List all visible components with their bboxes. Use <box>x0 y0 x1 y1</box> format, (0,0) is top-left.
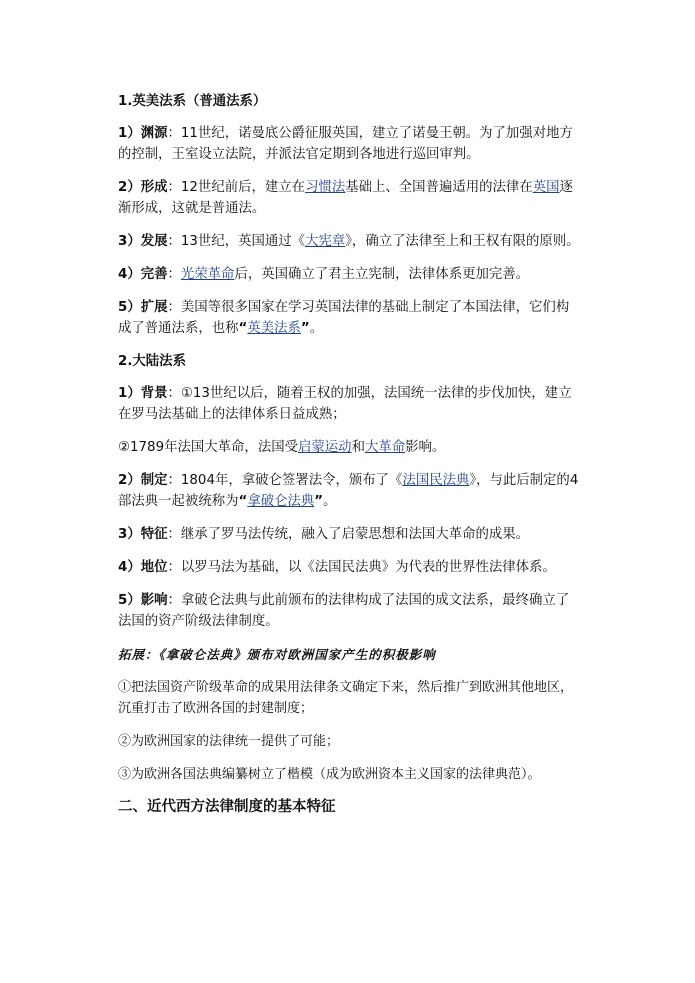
link-napoleonic-code[interactable]: 拿破仑法典 <box>247 494 315 509</box>
para-status <box>118 557 580 578</box>
label-features: 3）特征 <box>118 527 168 542</box>
section-heading-modern-western-law: 二、近代西方法律制度的基本特征 <box>118 799 336 815</box>
text-development-1: ：13世纪，英国通过《 <box>167 234 306 249</box>
para-origin <box>118 123 580 165</box>
label-origin: 1）渊源 <box>118 126 168 141</box>
extension-item: ③为欧洲各国法典编纂树立了楷模（成为欧洲资本主义国家的法律典范）。 <box>118 767 541 782</box>
link-anglo-american-law[interactable]: 英美法系 <box>247 321 301 336</box>
para-influence <box>118 590 580 632</box>
label-influence: 5）影响 <box>118 593 168 608</box>
text-background-2c: 影响。 <box>405 440 446 455</box>
para-features <box>118 524 580 545</box>
text-perfection-1: ： <box>167 267 181 282</box>
para-expansion <box>118 297 580 339</box>
link-glorious-revolution[interactable]: 光荣革命 <box>180 267 235 282</box>
quote-close: ” <box>300 321 310 336</box>
link-common-custom-law[interactable]: 习惯法 <box>305 180 346 195</box>
para-background <box>118 383 580 425</box>
text-status: ：以罗马法为基础，以《法国民法典》为代表的世界性法律体系。 <box>167 560 556 575</box>
text-influence: ：拿破仑法典与此前颁布的法律构成了法国的成文法系，最终确立了法国的资产阶级法律制度。 <box>118 593 570 629</box>
section-title-civil-law: 2.大陆法系 <box>118 354 186 369</box>
text-origin: ：11世纪，诺曼底公爵征服英国，建立了诺曼王朝。为了加强对地方的控制，王室设立法院，并派法官定期到各地进行巡回审判。 <box>118 126 573 162</box>
text-background-2a: ②1789年法国大革命，法国受 <box>118 440 298 455</box>
quote-open: “ <box>238 321 248 336</box>
label-status: 4）地位 <box>118 560 168 575</box>
document-content <box>118 91 580 818</box>
para-perfection <box>118 264 580 285</box>
text-background: ：①13世纪以后，随着王权的加强，法国统一法律的步伐加快，建立在罗马法基础上的法律体系日益成熟； <box>118 386 572 422</box>
extension-item: ①把法国资产阶级革命的成果用法律条文确定下来，然后推广到欧洲其他地区，沉重打击了欧洲各国的封建制度； <box>118 680 574 716</box>
text-expansion-1: ：美国等很多国家在学习英国法律的基础上制定了本国法律，它们构成了普通法系，也称 <box>118 300 570 336</box>
label-enactment: 2）制定 <box>118 473 168 488</box>
text-formation-1: ：12世纪前后，建立在 <box>167 180 306 195</box>
text-enactment-3: 。 <box>323 494 337 509</box>
label-development: 3）发展 <box>118 234 168 249</box>
label-background: 1）背景 <box>118 386 168 401</box>
extension-title: 拓展：《拿破仑法典》颁布对欧洲国家产生的积极影响 <box>118 647 436 662</box>
label-formation: 2）形成 <box>118 180 168 195</box>
text-enactment-1: ：1804年，拿破仑签署法令，颁布了《 <box>167 473 403 488</box>
para-development <box>118 231 580 252</box>
text-enactment-2: 》，与此后制定的4部法典一起被统称为 <box>118 473 579 509</box>
link-french-civil-code[interactable]: 法国民法典 <box>402 473 470 488</box>
para-enactment <box>118 470 580 512</box>
para-background-2 <box>118 437 580 458</box>
text-development-2: 》，确立了法律至上和王权有限的原则。 <box>345 234 580 249</box>
text-features: ：继承了罗马法传统，融入了启蒙思想和法国大革命的成果。 <box>167 527 530 542</box>
text-formation-3: 逐渐形成，这就是普通法。 <box>118 180 573 216</box>
quote-close: ” <box>314 494 324 509</box>
link-great-revolution[interactable]: 大革命 <box>364 440 406 455</box>
link-england[interactable]: 英国 <box>532 180 560 195</box>
link-magna-carta[interactable]: 大宪章 <box>305 234 346 249</box>
link-enlightenment[interactable]: 启蒙运动 <box>298 440 352 455</box>
quote-open: “ <box>238 494 248 509</box>
label-expansion: 5）扩展 <box>118 300 168 315</box>
text-perfection-2: 后，英国确立了君主立宪制，法律体系更加完善。 <box>234 267 530 282</box>
text-formation-2: 基础上、全国普遍适用的法律在 <box>345 180 533 195</box>
para-formation <box>118 177 580 219</box>
label-perfection: 4）完善 <box>118 267 168 282</box>
extension-item: ②为欧洲国家的法律统一提供了可能； <box>118 734 340 749</box>
text-background-2b: 和 <box>351 440 365 455</box>
section-title-common-law: 1.英美法系（普通法系） <box>118 94 267 109</box>
text-expansion-2: 。 <box>309 321 324 336</box>
